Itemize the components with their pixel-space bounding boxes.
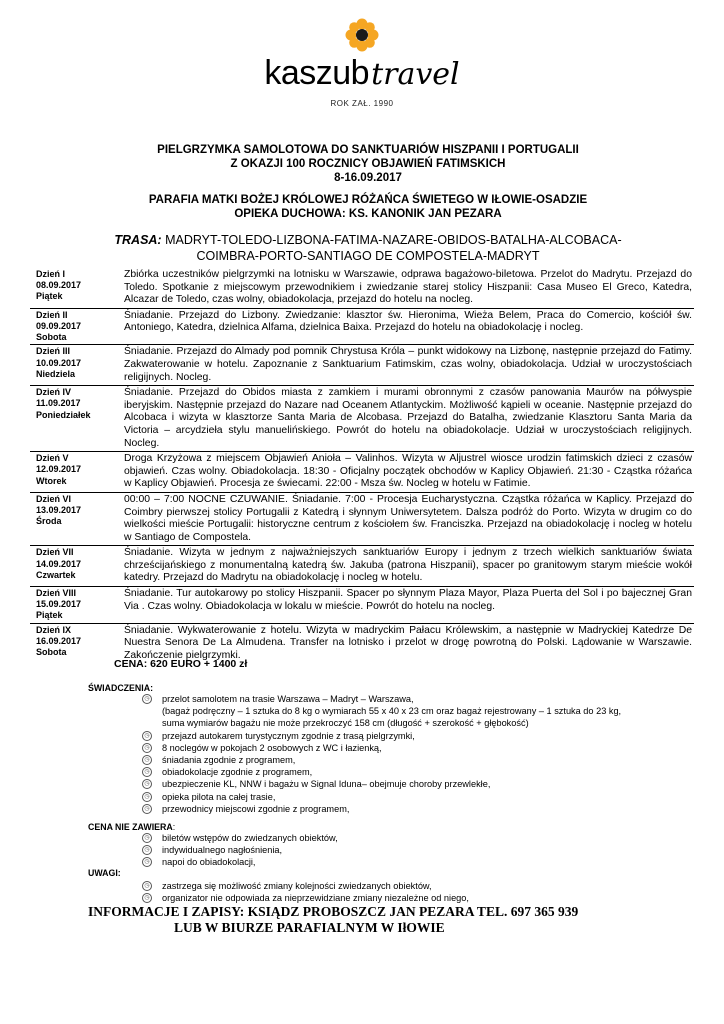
day-date: 09.09.2017 [36, 320, 82, 331]
list-item [142, 778, 682, 790]
day-cell [30, 268, 114, 308]
clock-bullet-icon: ◷ [142, 694, 152, 704]
table-row [30, 492, 694, 545]
day-weekday: Sobota [36, 332, 67, 343]
not-included-heading [88, 822, 175, 832]
founded-year: ROK ZAŁ. 1990 [330, 99, 394, 108]
day-date: 08.09.2017 [36, 280, 82, 291]
day-label: Dzień I [36, 269, 66, 279]
clock-bullet-icon: ◷ [142, 792, 152, 802]
list-item [142, 832, 682, 844]
day-label: Dzień II [36, 309, 68, 320]
service-subtext: suma wymiarów bagażu nie może przekroczyć 158 cm (długość + szerokość + głębokość) [162, 718, 529, 729]
route-label: TRASA: [114, 233, 162, 247]
clock-bullet-icon: ◷ [142, 893, 152, 903]
note-text: zastrzega się możliwość zmiany kolejności zwiedzanych obiektów, [162, 881, 432, 891]
day-cell [30, 623, 114, 663]
clock-bullet-icon: ◷ [142, 767, 152, 777]
trip-title [100, 143, 636, 185]
parish-title [100, 193, 636, 221]
day-label: Dzień VII [36, 547, 74, 558]
day-weekday: Piątek [36, 291, 63, 302]
note-text: organizator nie odpowiada za nieprzewidziane zmiany niezależne od niego, [162, 893, 469, 904]
day-weekday: Poniedziałek [36, 409, 91, 420]
parish-name: PARAFIA MATKI BOŻEJ KRÓLOWEJ RÓŻAŃCA ŚWIETEGO W IŁOWIE-OSADZIE [148, 194, 588, 206]
clock-bullet-icon: ◷ [142, 804, 152, 814]
table-row [30, 345, 694, 386]
notes-list [142, 880, 682, 904]
list-item [142, 880, 682, 892]
not-included-text: biletów wstępów do zwiedzanych obiektów, [162, 833, 338, 843]
day-label: Dzień V [36, 453, 69, 464]
table-row [30, 386, 694, 452]
day-label: Dzień VIII [36, 588, 77, 599]
notes-heading: UWAGI: [88, 868, 121, 878]
table-row [30, 546, 694, 587]
list-item [142, 766, 682, 778]
list-item [142, 742, 682, 754]
clock-bullet-icon: ◷ [142, 833, 152, 843]
day-description: Śniadanie. Wizyta w jednym z najważniejszych sanktuariów Europy i jednym z trzech wielkich sanktuariów świata chrześcijańskiego z monumentalną katedrą św. Jakuba (patrona Hiszpanii), spacer po granitowym starym mieście wokół katedry. Przejazd do Madrytu na obiadokolację i nocleg w hotelu. [114, 546, 694, 587]
day-label: Dzień IX [36, 624, 72, 635]
day-description: Droga Krzyżowa z miejscem Objawień Anioła – Valinhos. Wizyta w Aljustrel wiosce urodzin fatimskich dzieci z czasów objawień. Czas wolny. Obiadokolacja. 18:30 - Oficjalny początek obchodów w Kaplicy Objawień. 21:30 - Cząstka różańca w Kaplicy Objawień. Procesja ze świecami. 22:00 - Msza św. Nocleg w hotelu w Fatimie. [114, 452, 694, 493]
table-row [30, 587, 694, 624]
list-item [142, 791, 682, 803]
not-included-colon: : [172, 822, 176, 832]
clock-bullet-icon: ◷ [142, 779, 152, 789]
trip-title-line1: PIELGRZYMKA SAMOLOTOWA DO SANKTUARIÓW HISZPANII I PORTUGALII [157, 144, 579, 156]
clock-bullet-icon: ◷ [142, 731, 152, 741]
contact-info-line2: LUB W BIURZE PARAFIALNYM W IłOWIE [174, 920, 445, 935]
day-date: 14.09.2017 [36, 558, 82, 569]
brand-wordmark [0, 54, 724, 93]
table-row [30, 268, 694, 308]
route [90, 233, 646, 264]
service-text: ubezpieczenie KL, NNW i bagażu w Signal Iduna– obejmuje choroby przewlekłe, [162, 779, 491, 790]
clock-bullet-icon: ◷ [142, 845, 152, 855]
day-description: Śniadanie. Wykwaterowanie z hotelu. Wizyta w madryckim Pałacu Królewskim, a następnie w Madryckiej Katedrze De Nuestra Senora De La Almudena. Transfer na lotnisko i przelot w drogę powrotną do Polski. Lądowanie w Warszawie. Zakończenie pielgrzymki. [124, 624, 692, 661]
services-list [142, 693, 682, 815]
clock-bullet-icon: ◷ [142, 743, 152, 753]
clock-bullet-icon: ◷ [142, 857, 152, 867]
service-text: opieka pilota na całej trasie, [162, 791, 276, 802]
list-item [142, 892, 682, 904]
spiritual-care: OPIEKA DUCHOWA: KS. KANONIK JAN PEZARA [234, 208, 502, 220]
list-item [142, 856, 682, 868]
list-item [142, 730, 682, 742]
day-description: Zbiórka uczestników pielgrzymki na lotnisku w Warszawie, odprawa bagażowo-biletowa. Przelot do Madrytu. Przejazd do Toledo. Spotkanie z miejscowym przewodnikiem i zwiedzanie starej stolicy Hiszpanii: Casa Museo El Greco, Katedra, Alcazar de Toledo, czas wolny, obiadokolacja, przejazd do hotelu na nocleg. [114, 268, 694, 308]
brand-script: travel [371, 57, 460, 92]
day-date: 12.09.2017 [36, 464, 82, 475]
route-text: MADRYT-TOLEDO-LIZBONA-FATIMA-NAZARE-OBIDOS-BATALHA-ALCOBACA-COIMBRA-PORTO-SANTIAGO DE COMPOSTELA-MADRYT [165, 233, 622, 263]
list-item [142, 844, 682, 856]
day-date: 13.09.2017 [36, 505, 82, 516]
day-date: 11.09.2017 [36, 398, 81, 409]
table-row [30, 452, 694, 493]
services-heading: ŚWIADCZENIA: [88, 683, 153, 693]
service-text: przelot samolotem na trasie Warszawa – Madryt – Warszawa, [162, 694, 414, 704]
service-subtext: (bagaż podręczny – 1 sztuka do 8 kg o wymiarach 55 x 40 x 23 cm oraz bagaż rejestrowany – 1 sztuka do 23 kg, [162, 706, 622, 717]
list-item [142, 754, 682, 766]
not-included-list [142, 832, 682, 869]
day-date: 10.09.2017 [36, 357, 82, 368]
table-row [30, 308, 694, 345]
contact-info-line1: INFORMACJE I ZAPISY: KSIĄDZ PROBOSZCZ JAN PEZARA TEL. 697 365 939 [88, 904, 579, 919]
itinerary-table [30, 268, 694, 663]
day-weekday: Piątek [36, 610, 63, 621]
day-cell [30, 587, 114, 624]
day-weekday: Czwartek [36, 569, 76, 580]
not-included-text: indywidualnego nagłośnienia, [162, 845, 283, 856]
day-label: Dzień IV [36, 387, 72, 398]
day-label: Dzień III [36, 346, 71, 357]
list-item [142, 693, 682, 730]
flower-logo-icon [345, 18, 379, 52]
brand-main: kaszub [264, 54, 370, 92]
not-included-text: napoi do obiadokolacji, [162, 857, 256, 868]
day-weekday: Wtorek [36, 475, 67, 486]
price: CENA: 620 EURO + 1400 zł [114, 658, 248, 670]
day-cell [30, 386, 114, 452]
service-text: 8 noclegów w pokojach 2 osobowych z WC i łazienką, [162, 742, 382, 753]
day-description: Śniadanie. Przejazd do Almady pod pomnik Chrystusa Króla – punkt widokowy na Lizbonę, następnie przejazd do Fatimy. Zakwaterowanie w hotelu. Zapoznanie z Sanktuarium Fatimskim, czas wolny, obiadokolacja. Udział w uroczystościach religijnych. Nocleg. [114, 345, 694, 386]
day-date: 15.09.2017 [36, 599, 82, 610]
not-included-label: CENA NIE ZAWIERA [88, 822, 173, 832]
trip-title-line2: Z OKAZJI 100 ROCZNICY OBJAWIEŃ FATIMSKICH [230, 158, 506, 170]
service-text: śniadania zgodnie z programem, [162, 755, 296, 766]
day-cell [30, 308, 114, 345]
day-weekday: Środa [36, 516, 62, 527]
trip-dates: 8-16.09.2017 [334, 172, 402, 184]
day-cell [30, 546, 114, 587]
service-text: przewodnicy miejscowi zgodnie z programem, [162, 803, 350, 814]
service-text: obiadokolacje zgodnie z programem, [162, 767, 313, 778]
day-cell [30, 345, 114, 386]
day-date: 16.09.2017 [36, 635, 82, 646]
day-description: Śniadanie. Tur autokarowy po stolicy Hiszpanii. Spacer po słynnym Plaza Mayor, Plaza Puerta del Sol i po bajecznej Gran Via . Czas wolny. Obiadokolacja w lokalu w mieście. Powrót do hotelu na nocleg. [114, 587, 694, 624]
list-item [142, 803, 682, 815]
day-cell [30, 492, 114, 545]
day-description: Śniadanie. Przejazd do Obidos miasta z zamkiem i murami obronnymi z czasów panowania Maurów na półwyspie iberyjskim. Następnie przejazd do Nazare nad Oceanem Atlantyckim. Możliwość kąpieli w oceanie. Następnie przejazd do Alcobaca i wizyta w klasztorze Santa Maria de Alcobasa. Przejazd do Batalha, zwiedzanie Klasztoru Santa Maria da Victoria – arcydzieła stylu manuelińskiego. Powrót do hotelu na obiadokolacje. Udział w uroczystościach religijnych. Nocleg. [114, 386, 694, 452]
day-label: Dzień VI [36, 493, 72, 504]
clock-bullet-icon: ◷ [142, 755, 152, 765]
day-weekday: Sobota [36, 647, 67, 658]
day-description: Śniadanie. Przejazd do Lizbony. Zwiedzanie: klasztor św. Hieronima, Wieża Belem, Praca do Comercio, kościół św. Antoniego, Katedra, dzielnica Alfama, dzielnica Baixa. Przejazd do hotelu na obiadokolację i nocleg. [114, 308, 694, 345]
clock-bullet-icon: ◷ [142, 881, 152, 891]
logo [0, 18, 724, 52]
day-description: 00:00 – 7:00 NOCNE CZUWANIE. Śniadanie. 7:00 - Procesja Eucharystyczna. Cząstka różańca w Kaplicy. Przejazd do Coimbry pierwszej stolicy Portugalii z Katedrą i słynnym Uniwersytetem. Dalsza podróż do Porto. Wizyta w drugim co do wielkości mieście Portugalii: historyczne centrum z kościołem św. Franciszka. Przejazd na obiadokolację i nocleg w hotelu w Santiago de Compostela. [114, 492, 694, 545]
day-weekday: Niedziela [36, 368, 76, 379]
day-cell [30, 452, 114, 493]
service-text: przejazd autokarem turystycznym zgodnie z trasą pielgrzymki, [162, 730, 415, 741]
